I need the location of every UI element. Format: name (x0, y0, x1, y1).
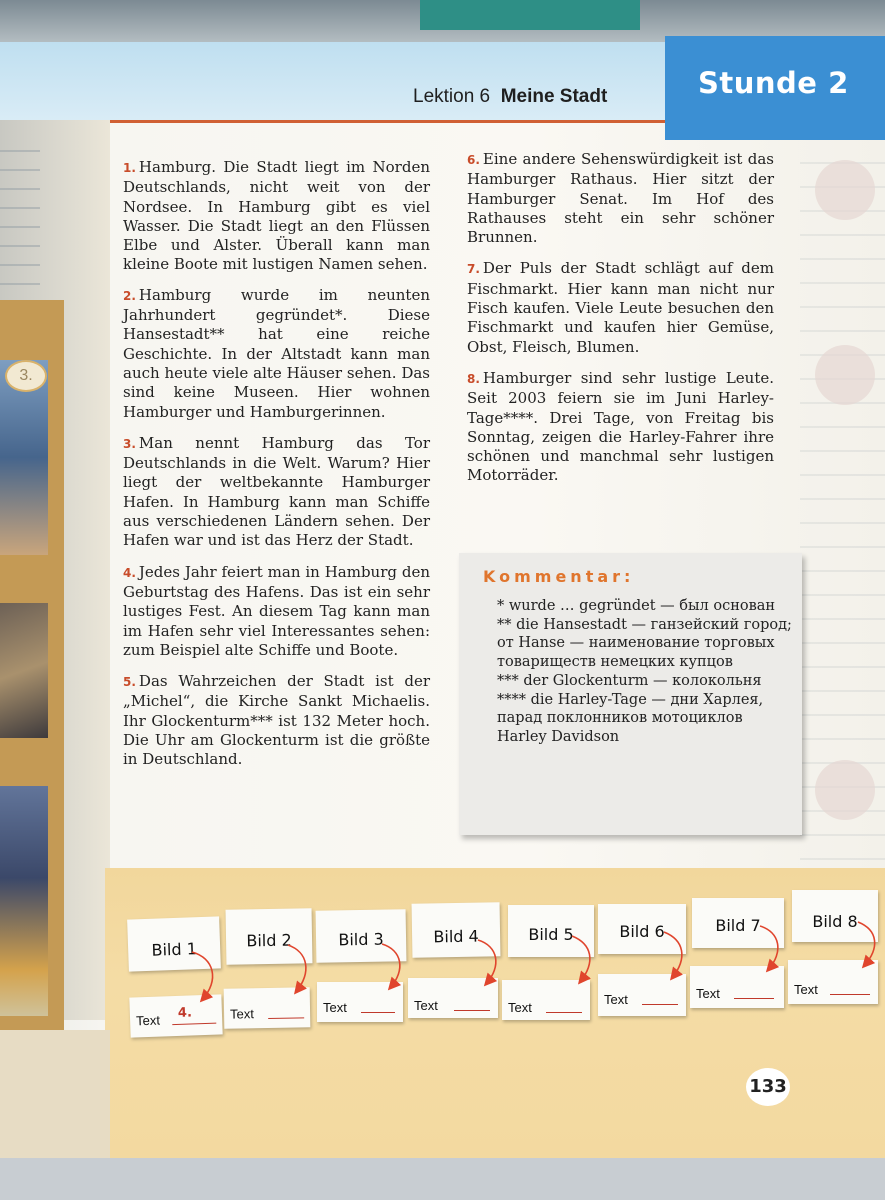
paragraph-1: 1. Hamburg. Die Stadt liegt im Norden Deutschlands, nicht weit von der Nordsee. In Hamburg gibt es viel Wasser. Die Stadt liegt an den Flüssen Elbe und Alster. Überall kann man kleine Boote mit lustigen Namen sehen. (123, 158, 430, 274)
book-edge-bottom (0, 1158, 885, 1200)
paragraph-4: 4. Jedes Jahr feiert man in Hamburg den Geburtstag des Hafens. Das ist ein sehr lustiges Fest. An diesem Tag kann man im Hafen sehr viel Interessantes sehen: zum Beispiel alte Schiffe und Boote. (123, 562, 430, 659)
text-answer-card-8[interactable]: Text (788, 960, 878, 1004)
bild-card-6: Bild 6 (598, 904, 686, 954)
text-answer-card-1[interactable]: Text 4. (129, 994, 222, 1037)
lesson-title: Meine Stadt (500, 86, 608, 107)
text-answer-card-7[interactable]: Text (690, 966, 784, 1008)
paragraph-3: 3. Man nennt Hamburg das Tor Deutschlands in die Welt. Warum? Hier liegt der weltbekannte Hamburger Hafen. In Hamburg kann man Schiffe aus verschiedenen Ländern sehen. Der Hafen war und ist das Herz der Stadt. (123, 433, 430, 550)
arrow-6 (664, 932, 682, 978)
arrow-2 (288, 945, 306, 992)
bild-card-4: Bild 4 (412, 902, 501, 958)
text-answer-card-4[interactable]: Text (408, 978, 498, 1018)
text-answer-card-3[interactable]: Text (317, 982, 403, 1022)
answer-1: 4. (177, 1005, 193, 1021)
bild-card-3: Bild 3 (316, 909, 407, 963)
lesson-number: Lektion 6 (413, 86, 491, 107)
arrow-4 (478, 940, 496, 984)
arrow-3 (382, 944, 400, 988)
text-answer-card-6[interactable]: Text (598, 974, 686, 1016)
stunde-title: Stunde 2 (698, 66, 849, 100)
text-answer-card-5[interactable]: Text (502, 980, 590, 1020)
paragraph-5: 5. Das Wahrzeichen der Stadt ist der „Michel“, die Kirche Sankt Michaelis. Ihr Glockenturm*** ist 132 Meter hoch. Die Uhr am Glockenturm ist die größte in Deutschland. (123, 672, 430, 769)
paragraph-2: 2. Hamburg wurde im neunten Jahrhundert gegründet*. Diese Hansestadt** hat eine reiche Geschichte. In der Altstadt kann man auch heute viele alte Häuser sehen. Das sind keine Museen. Hier wohnen Hamburger und Hamburgerinnen. (123, 285, 430, 421)
arrow-5 (572, 936, 590, 982)
arrow-8 (858, 922, 875, 966)
arrow-7 (760, 926, 778, 970)
paragraph-6: 6. Eine andere Sehenswürdigkeit ist das Hamburger Rathaus. Hier sitzt der Hamburger Senat. Im Hof des Rathauses steht ein sehr schöner Brunnen. (467, 150, 774, 247)
arrow-1 (192, 952, 213, 1000)
photo-number-badge: 3. (5, 360, 47, 392)
paragraph-8: 8. Hamburger sind sehr lustige Leute. Seit 2003 feiern sie im Juni Harley-Tage****. Drei Tage, von Freitag bis Sonntag, zeigen die Harley-Fahrer ihre schönen und manchmal sehr lustigen Motorräder. (467, 368, 774, 485)
bild-card-5: Bild 5 (508, 905, 594, 957)
kommentar-item: **** die Harley-Tage — дни Харлея, парад поклонников мотоциклов Harley Davidson (497, 691, 764, 745)
kommentar-item: *** der Glockenturm — колокольня (497, 672, 762, 689)
paragraph-7: 7. Der Puls der Stadt schlägt auf dem Fischmarkt. Hier kann man nicht nur Fisch kaufen. Viele Leute besuchen den Fischmarkt und kaufen hier Gemüse, Obst, Fleisch, Blumen. (467, 259, 774, 356)
text-answer-card-2[interactable]: Text (224, 987, 311, 1028)
bild-card-2: Bild 2 (226, 908, 313, 964)
kommentar-item: * wurde … gegründet — был основан (497, 598, 776, 614)
kommentar-title: Kommentar: (483, 567, 635, 586)
page-number: 133 (746, 1068, 790, 1106)
kommentar-item: ** die Hansestadt — ганзейский город; от Hanse — наименование торговых товариществ немецких купцов (497, 616, 792, 671)
bild-card-7: Bild 7 (692, 898, 784, 948)
bild-card-8: Bild 8 (792, 890, 878, 942)
bild-card-1: Bild 1 (127, 916, 221, 971)
